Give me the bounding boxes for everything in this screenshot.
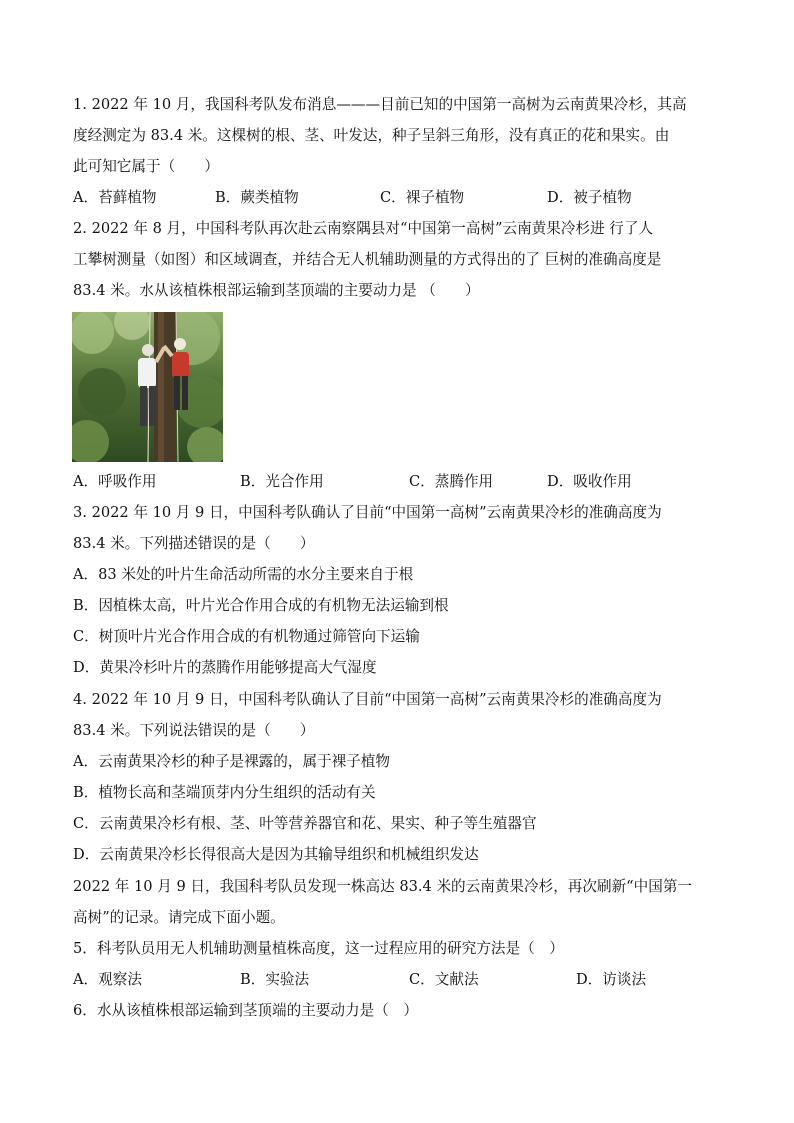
q3-line-2: 83.4 米。下列描述错误的是（ ）	[73, 535, 315, 552]
q1-line-2: 度经测定为 83.4 米。这棵树的根、茎、叶发达，种子呈斜三角形，没有真正的花和果实。由	[73, 127, 670, 144]
q5-option-c: C．文献法	[409, 971, 479, 988]
q6-stem: 6．水从该植株根部运输到茎顶端的主要动力是（ ）	[73, 1002, 418, 1019]
tree-climbing-photo	[72, 312, 223, 462]
q1-option-b: B．蕨类植物	[215, 189, 299, 206]
q2-line-1: 2. 2022 年 8 月，中国科考队再次赴云南察隅县对“中国第一高树”云南黄果冷杉进 行了人	[73, 220, 654, 237]
q4-line-2: 83.4 米。下列说法错误的是（ ）	[73, 722, 315, 739]
q5-options	[73, 970, 723, 990]
q2-options	[73, 472, 723, 492]
q4-option-a: A．云南黄果冷杉的种子是裸露的，属于裸子植物	[73, 753, 391, 770]
q4-option-d: D．云南黄果冷杉长得很高大是因为其输导组织和机械组织发达	[73, 846, 479, 863]
q4-line-1: 4. 2022 年 10 月 9 日，中国科考队确认了目前“中国第一高树”云南黄果冷杉的准确高度为	[73, 691, 662, 708]
q2-option-d: D．吸收作用	[547, 473, 632, 490]
q3-option-a: A．83 米处的叶片生命活动所需的水分主要来自于根	[73, 566, 414, 583]
group-stem-line-1: 2022 年 10 月 9 日，我国科考队员发现一株高达 83.4 米的云南黄果冷杉，再次刷新“中国第一	[73, 878, 693, 895]
q2-option-a: A．呼吸作用	[73, 473, 157, 490]
q4-option-b: B．植物长高和茎端顶芽内分生组织的活动有关	[73, 784, 376, 801]
tree-climbing-illustration	[72, 312, 223, 462]
q5-stem: 5．科考队员用无人机辅助测量植株高度，这一过程应用的研究方法是（ ）	[73, 940, 564, 957]
q3-option-b: B．因植株太高，叶片光合作用合成的有机物无法运输到根	[73, 597, 449, 614]
q5-option-a: A．观察法	[73, 971, 142, 988]
q1-option-a: A．苔藓植物	[73, 189, 157, 206]
q1-options	[73, 188, 723, 208]
q4-option-c: C．云南黄果冷杉有根、茎、叶等营养器官和花、果实、种子等生殖器官	[73, 815, 537, 832]
q3-option-d: D．黄果冷杉叶片的蒸腾作用能够提高大气湿度	[73, 659, 377, 676]
q1-line-3: 此可知它属于（ ）	[73, 158, 219, 175]
q5-option-d: D．访谈法	[576, 971, 647, 988]
q3-line-1: 3. 2022 年 10 月 9 日，中国科考队确认了目前“中国第一高树”云南黄果冷杉的准确高度为	[73, 504, 662, 521]
q1-line-1: 1. 2022 年 10 月，我国科考队发布消息———目前已知的中国第一高树为云南黄果冷杉，其高	[73, 96, 687, 113]
q3-option-c: C．树顶叶片光合作用合成的有机物通过筛管向下运输	[73, 628, 420, 645]
q1-option-d: D．被子植物	[547, 189, 632, 206]
q2-option-b: B．光合作用	[240, 473, 324, 490]
group-stem-line-2: 高树”的记录。请完成下面小题。	[73, 909, 285, 926]
q2-line-2: 工攀树测量（如图）和区域调查，并结合无人机辅助测量的方式得出的了 巨树的准确高度是	[73, 251, 662, 268]
q2-option-c: C．蒸腾作用	[409, 473, 494, 490]
q1-option-c: C．裸子植物	[380, 189, 465, 206]
q5-option-b: B．实验法	[240, 971, 310, 988]
q2-line-3: 83.4 米。水从该植株根部运输到茎顶端的主要动力是 （ ）	[73, 282, 480, 299]
